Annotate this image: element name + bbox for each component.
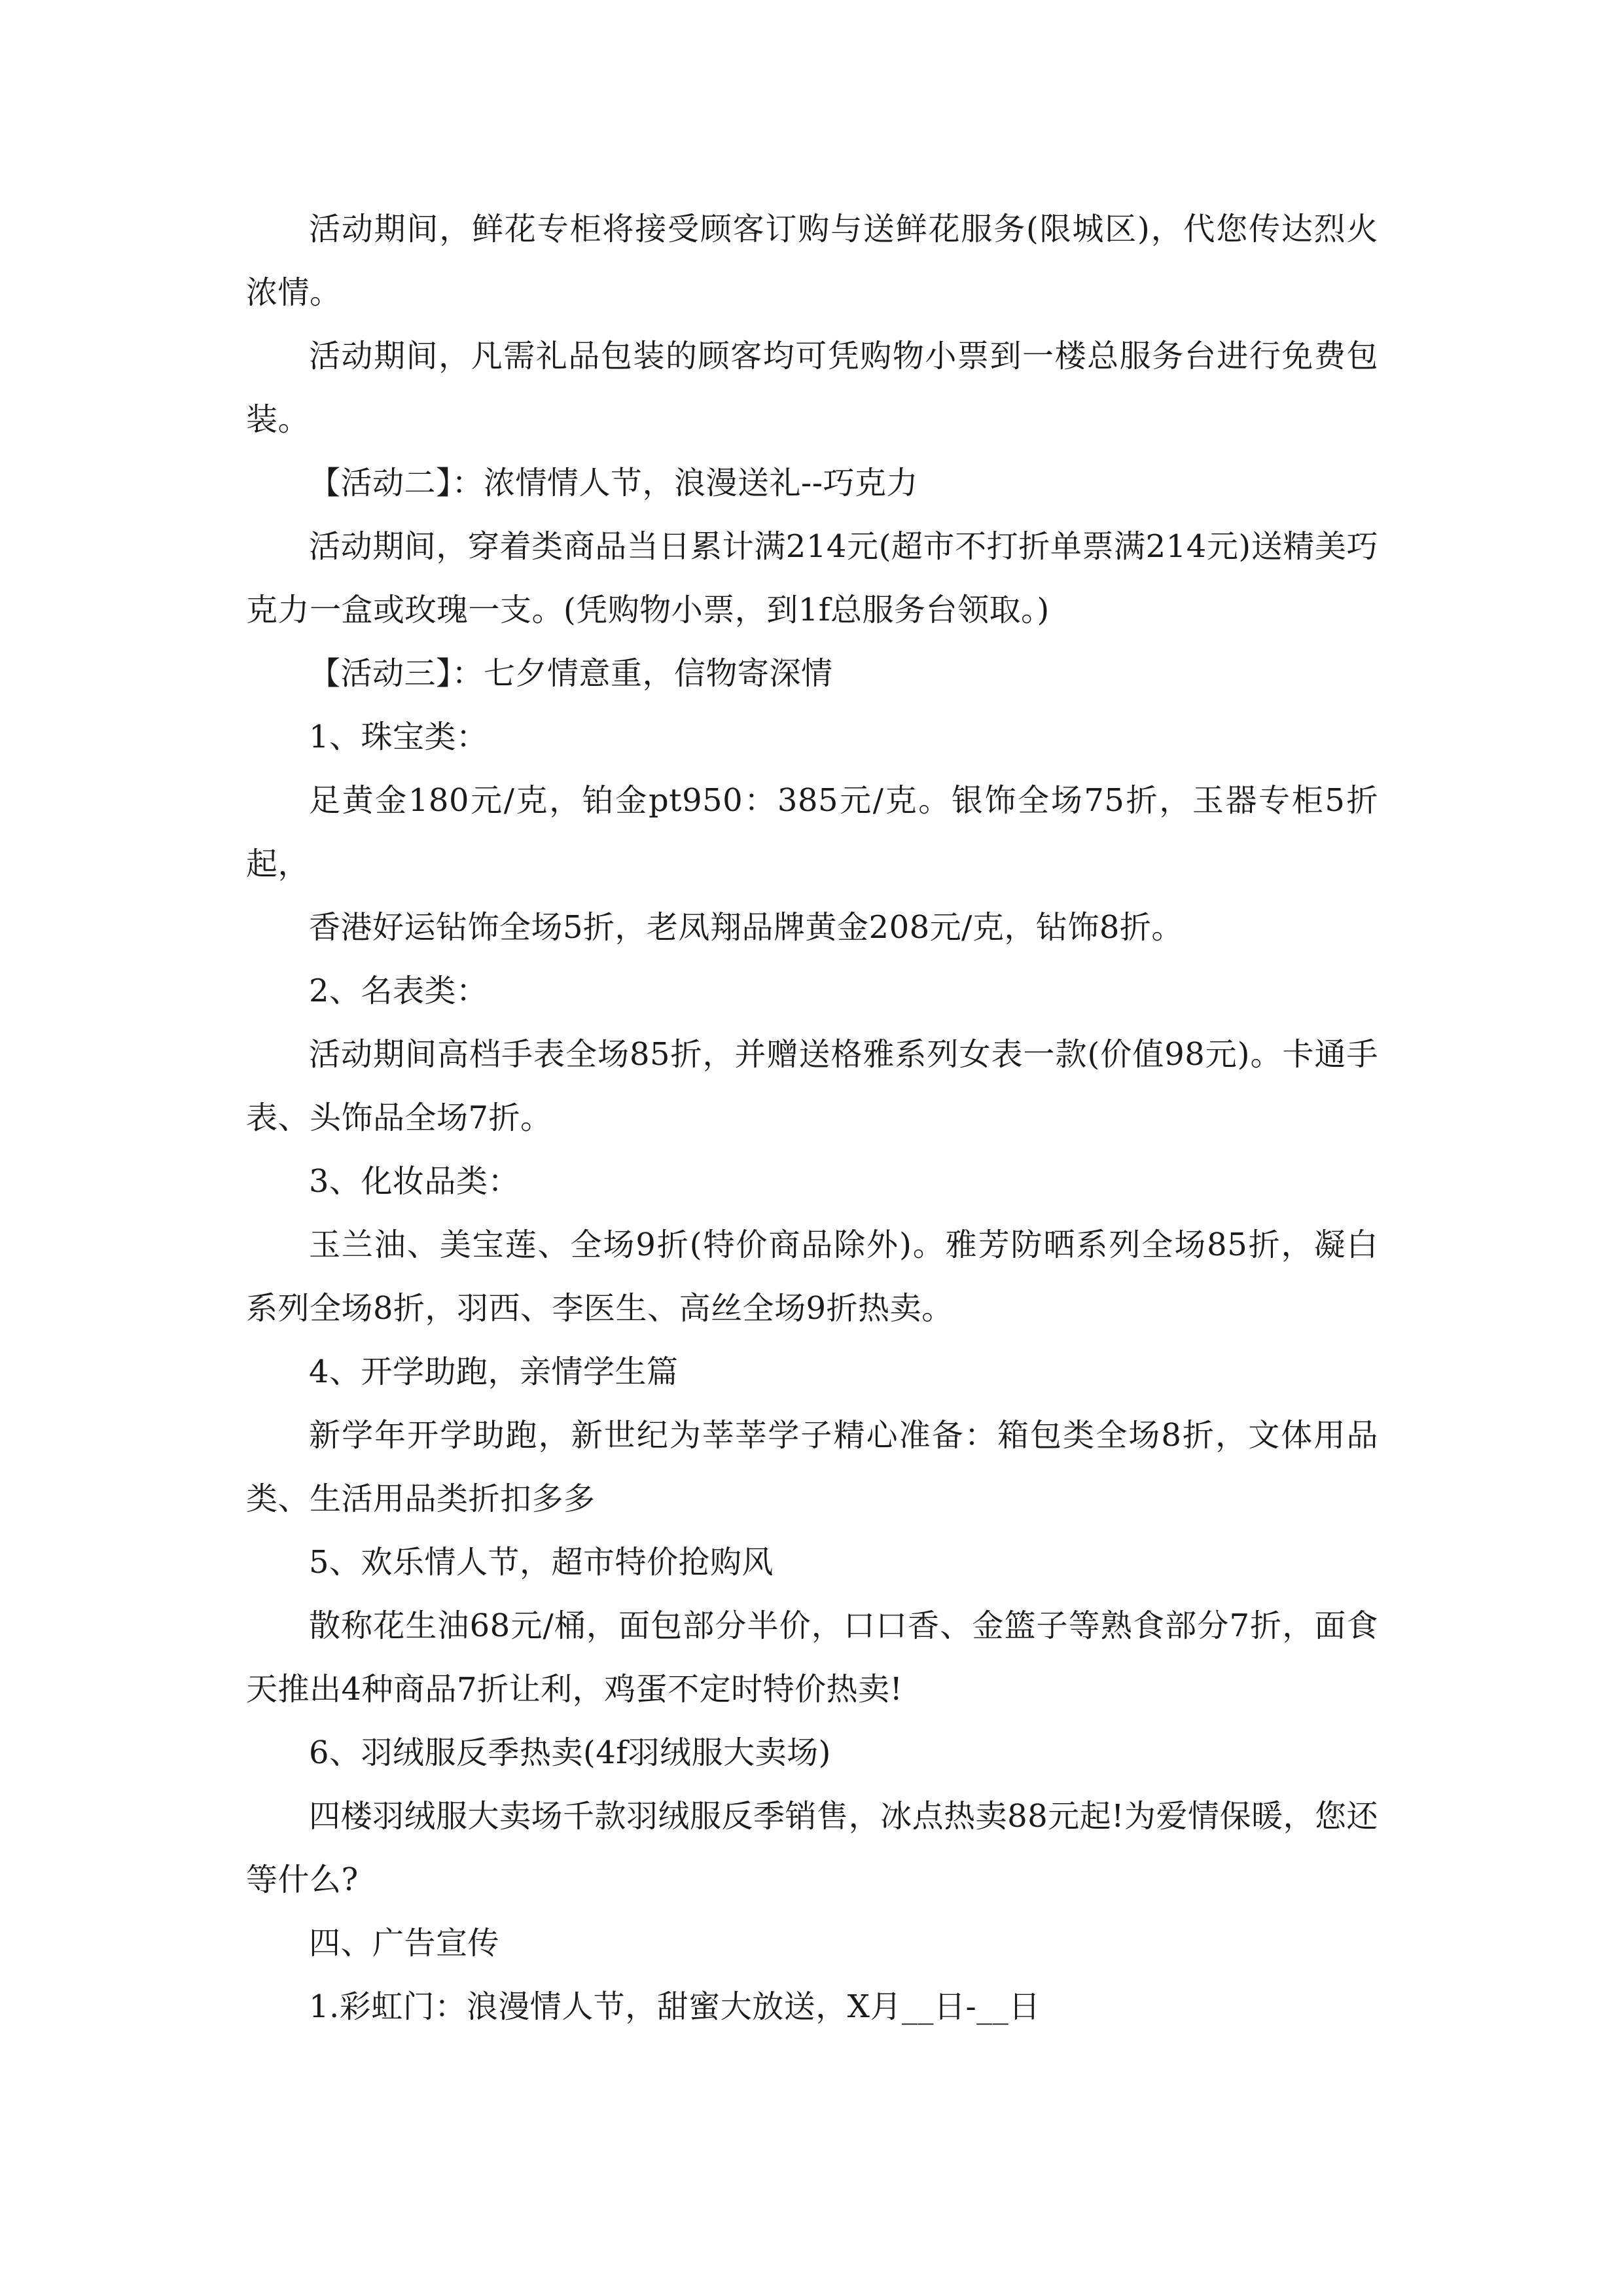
paragraph: 足黄金180元/克，铂金pt950：385元/克。银饰全场75折，玉器专柜5折起，	[246, 782, 1378, 882]
section-heading: 【活动二】：浓情情人节，浪漫送礼--巧克力	[309, 465, 918, 501]
paragraph: 活动期间，穿着类商品当日累计满214元(超市不打折单票满214元)送精美巧克力一盒或玫瑰一支。(凭购物小票，到1f总服务台领取。)	[246, 528, 1378, 628]
paragraph: 新学年开学助跑，新世纪为莘莘学子精心准备：箱包类全场8折，文体用品类、生活用品类折扣多多	[246, 1417, 1378, 1517]
paragraph: 1.彩虹门：浪漫情人节，甜蜜大放送，X月__日-__日	[309, 1988, 1041, 2025]
paragraph: 活动期间高档手表全场85折，并赠送格雅系列女表一款(价值98元)。卡通手表、头饰品全场7折。	[246, 1036, 1378, 1136]
paragraph: 香港好运钻饰全场5折，老凤翔品牌黄金208元/克，钻饰8折。	[309, 909, 1183, 946]
section-heading: 【活动三】：七夕情意重，信物寄深情	[309, 655, 833, 692]
list-heading: 4、开学助跑，亲情学生篇	[309, 1354, 679, 1390]
paragraph: 四楼羽绒服大卖场千款羽绒服反季销售，冰点热卖88元起!为爱情保暖，您还等什么?	[246, 1798, 1378, 1898]
list-heading: 6、羽绒服反季热卖(4f羽绒服大卖场)	[309, 1734, 831, 1771]
section-heading: 四、广告宣传	[309, 1925, 500, 1962]
paragraph: 活动期间，鲜花专柜将接受顾客订购与送鲜花服务(限城区)，代您传达烈火浓情。	[246, 211, 1378, 311]
list-heading: 2、名表类：	[309, 973, 488, 1009]
paragraph: 散称花生油68元/桶，面包部分半价，口口香、金篮子等熟食部分7折，面食天推出4种商品7折让利，鸡蛋不定时特价热卖!	[246, 1607, 1378, 1708]
paragraph: 玉兰油、美宝莲、全场9折(特价商品除外)。雅芳防晒系列全场85折，凝白系列全场8折，羽西、李医生、高丝全场9折热卖。	[246, 1227, 1378, 1327]
paragraph: 活动期间，凡需礼品包装的顾客均可凭购物小票到一楼总服务台进行免费包装。	[246, 338, 1378, 438]
list-heading: 3、化妆品类：	[309, 1163, 520, 1200]
list-heading: 1、珠宝类：	[309, 719, 488, 755]
document-body	[246, 198, 1378, 2039]
list-heading: 5、欢乐情人节，超市特价抢购风	[309, 1544, 774, 1581]
